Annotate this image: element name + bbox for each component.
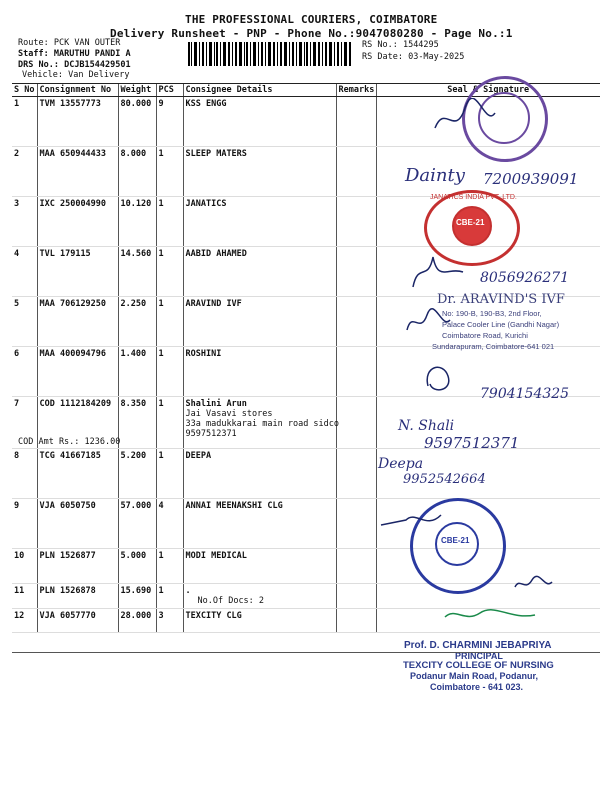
row-consignment: MAA 650944433 bbox=[37, 147, 118, 197]
row-pcs: 1 bbox=[156, 397, 183, 449]
signature-row7-phone: 9597512371 bbox=[424, 434, 520, 452]
row-weight: 8.000 bbox=[118, 147, 156, 197]
table-row bbox=[12, 499, 600, 549]
row-consignee: DEEPA bbox=[183, 449, 336, 499]
row-weight: 8.350 bbox=[118, 397, 156, 449]
aravind-stamp-name: Dr. ARAVIND'S IVF bbox=[437, 292, 565, 307]
col-pcs: PCS bbox=[156, 84, 183, 97]
consignee-name: Shalini Arun bbox=[185, 399, 247, 409]
row-consignee bbox=[183, 584, 336, 609]
drs-value: DCJB154429501 bbox=[64, 60, 131, 70]
texcity-college-addr1: Podanur Main Road, Podanur, bbox=[410, 671, 539, 681]
col-weight: Weight bbox=[118, 84, 156, 97]
row-sno: 8 bbox=[12, 449, 37, 499]
row-weight: 28.000 bbox=[118, 609, 156, 633]
texcity-principal-title: PRINCIPAL bbox=[455, 651, 503, 661]
col-remarks: Remarks bbox=[336, 84, 376, 97]
row-pcs: 3 bbox=[156, 609, 183, 633]
row-sno: 12 bbox=[12, 609, 37, 633]
row-consignment: TVL 179115 bbox=[37, 247, 118, 297]
aravind-stamp-addr2: Palace Cooler Line (Gandhi Nagar) bbox=[442, 320, 560, 329]
row-consignment: VJA 6057770 bbox=[37, 609, 118, 633]
row-remarks bbox=[336, 584, 376, 609]
row-weight: 2.250 bbox=[118, 297, 156, 347]
texcity-principal-name: Prof. D. CHARMINI JEBAPRIYA bbox=[404, 640, 552, 651]
row-remarks bbox=[336, 549, 376, 584]
signature-row5 bbox=[402, 305, 452, 340]
consignee-name: . bbox=[185, 586, 191, 596]
signature-row4-phone: 8056926271 bbox=[480, 270, 570, 286]
row-weight: 10.120 bbox=[118, 197, 156, 247]
consignee-address-2: 33a madukkarai main road sidco bbox=[185, 419, 340, 429]
texcity-college-addr2: Coimbatore - 641 023. bbox=[430, 682, 524, 692]
aravind-stamp-addr4: Sundarapuram, Coimbatore-641 021 bbox=[432, 342, 555, 351]
consignee-phone: 9597512371 bbox=[185, 429, 237, 439]
row-remarks bbox=[336, 499, 376, 549]
annai-seal-label: CBE-21 bbox=[441, 536, 470, 545]
row-consignee: ARAVIND IVF bbox=[183, 297, 336, 347]
signature-row8-phone: 9952542664 bbox=[403, 472, 486, 487]
company-title: THE PROFESSIONAL COURIERS, COIMBATORE bbox=[185, 13, 438, 26]
row-consignee bbox=[183, 397, 340, 449]
row-consignment: MAA 706129250 bbox=[37, 297, 118, 347]
signature-row1 bbox=[430, 98, 500, 138]
signature-row7-name: N. Shali bbox=[398, 418, 455, 434]
row-consignee: SLEEP MATERS bbox=[183, 147, 336, 197]
row-consignee: KSS ENGG bbox=[183, 97, 336, 147]
col-consignment: Consignment No bbox=[37, 84, 118, 97]
row-sno: 11 bbox=[12, 584, 37, 609]
row-consignment: COD 1112184209 bbox=[37, 397, 118, 449]
texcity-college-name: TEXCITY COLLEGE OF NURSING bbox=[403, 660, 554, 671]
row-consignment: PLN 1526877 bbox=[37, 549, 118, 584]
route-line bbox=[18, 38, 120, 48]
row-weight: 1.400 bbox=[118, 347, 156, 397]
rs-date-label: RS Date: bbox=[362, 52, 403, 62]
row-consignment: TVM 13557773 bbox=[37, 97, 118, 147]
row-pcs: 1 bbox=[156, 584, 183, 609]
drs-line bbox=[18, 60, 131, 70]
col-sno: S No bbox=[12, 84, 37, 97]
row-remarks bbox=[336, 247, 376, 297]
signature-row4 bbox=[408, 252, 468, 292]
row-sno: 4 bbox=[12, 247, 37, 297]
row-remarks bbox=[336, 397, 376, 449]
row-pcs: 1 bbox=[156, 549, 183, 584]
row-sno: 10 bbox=[12, 549, 37, 584]
signature-row2-phone: 7200939091 bbox=[483, 170, 579, 188]
row-pcs: 1 bbox=[156, 449, 183, 499]
row-weight: 5.200 bbox=[118, 449, 156, 499]
staff-value: MARUTHU PANDI A bbox=[53, 49, 131, 59]
row-consignment: MAA 400094796 bbox=[37, 347, 118, 397]
row-consignee: TEXCITY CLG bbox=[183, 609, 336, 633]
row-pcs: 1 bbox=[156, 347, 183, 397]
signature-row11 bbox=[510, 572, 555, 597]
row-consignment: PLN 1526878 bbox=[37, 584, 118, 609]
row-remarks bbox=[336, 347, 376, 397]
row-weight: 5.000 bbox=[118, 549, 156, 584]
rs-no-value: 1544295 bbox=[402, 40, 439, 50]
runsheet-table bbox=[12, 83, 600, 633]
staff-line bbox=[18, 49, 131, 59]
barcode bbox=[188, 42, 353, 66]
rs-no-line bbox=[362, 40, 439, 50]
row-consignee: ANNAI MEENAKSHI CLG bbox=[183, 499, 336, 549]
janatics-seal-label: CBE-21 bbox=[456, 218, 485, 227]
aravind-stamp-addr1: No: 190-B, 190-B3, 2nd Floor, bbox=[442, 309, 542, 318]
row-pcs: 1 bbox=[156, 247, 183, 297]
aravind-stamp-addr3: Coimbatore Road, Kurichi bbox=[442, 331, 528, 340]
row-remarks bbox=[336, 197, 376, 247]
table-row bbox=[12, 449, 600, 499]
staff-label: Staff: bbox=[18, 49, 49, 59]
row-pcs: 1 bbox=[156, 197, 183, 247]
janatics-seal-text: JANATICS INDIA PVT. LTD. bbox=[430, 194, 517, 201]
row-remarks bbox=[336, 449, 376, 499]
signature-row6 bbox=[418, 356, 478, 396]
vehicle-line bbox=[22, 70, 130, 80]
cod-amount: COD Amt Rs.: 1236.00 bbox=[18, 437, 121, 447]
row-weight: 15.690 bbox=[118, 584, 156, 609]
row-weight: 57.000 bbox=[118, 499, 156, 549]
vehicle-label: Vehicle: bbox=[22, 70, 63, 80]
signature-row6-phone: 7904154325 bbox=[480, 386, 570, 402]
row-consignee: ROSHINI bbox=[183, 347, 336, 397]
row-sno: 6 bbox=[12, 347, 37, 397]
row-sno: 3 bbox=[12, 197, 37, 247]
route-label: Route: bbox=[18, 38, 49, 48]
row-remarks bbox=[336, 297, 376, 347]
rs-date-value: 03-May-2025 bbox=[408, 52, 465, 62]
signature-row9 bbox=[376, 505, 446, 535]
row-sno: 9 bbox=[12, 499, 37, 549]
row-consignee: AABID AHAMED bbox=[183, 247, 336, 297]
signature-row12 bbox=[440, 605, 540, 625]
row-consignment: IXC 250004990 bbox=[37, 197, 118, 247]
row-sno: 5 bbox=[12, 297, 37, 347]
row-sno: 2 bbox=[12, 147, 37, 197]
row-weight: 14.560 bbox=[118, 247, 156, 297]
row-consignment: TCG 41667185 bbox=[37, 449, 118, 499]
vehicle-value: Van Delivery bbox=[68, 70, 130, 80]
row-pcs: 9 bbox=[156, 97, 183, 147]
row-consignment: VJA 6050750 bbox=[37, 499, 118, 549]
row-pcs: 1 bbox=[156, 147, 183, 197]
row-remarks bbox=[336, 97, 376, 147]
row-remarks bbox=[336, 147, 376, 197]
col-consignee: Consignee Details bbox=[183, 84, 336, 97]
row-sno: 7 bbox=[12, 397, 37, 449]
drs-label: DRS No.: bbox=[18, 60, 59, 70]
row-pcs: 4 bbox=[156, 499, 183, 549]
row-consignee: JANATICS bbox=[183, 197, 336, 247]
row-pcs: 1 bbox=[156, 297, 183, 347]
rs-date-line bbox=[362, 52, 464, 62]
runsheet-subtitle: Delivery Runsheet - PNP - Phone No.:9047080280 - Page No.:1 bbox=[110, 27, 513, 40]
docs-note: No.Of Docs: 2 bbox=[197, 596, 265, 606]
route-value: PCK VAN OUTER bbox=[53, 38, 121, 48]
table-bottom-rule bbox=[12, 652, 600, 653]
signature-row2-name: Dainty bbox=[405, 165, 465, 186]
col-seal-signature: Seal & Signature bbox=[376, 84, 600, 97]
row-sno: 1 bbox=[12, 97, 37, 147]
row-weight: 80.000 bbox=[118, 97, 156, 147]
consignee-address-1: Jai Vasavi stores bbox=[185, 409, 273, 419]
rs-no-label: RS No.: bbox=[362, 40, 398, 50]
row-consignee: MODI MEDICAL bbox=[183, 549, 336, 584]
signature-row8-name: Deepa bbox=[378, 456, 424, 472]
row-remarks bbox=[336, 609, 376, 633]
